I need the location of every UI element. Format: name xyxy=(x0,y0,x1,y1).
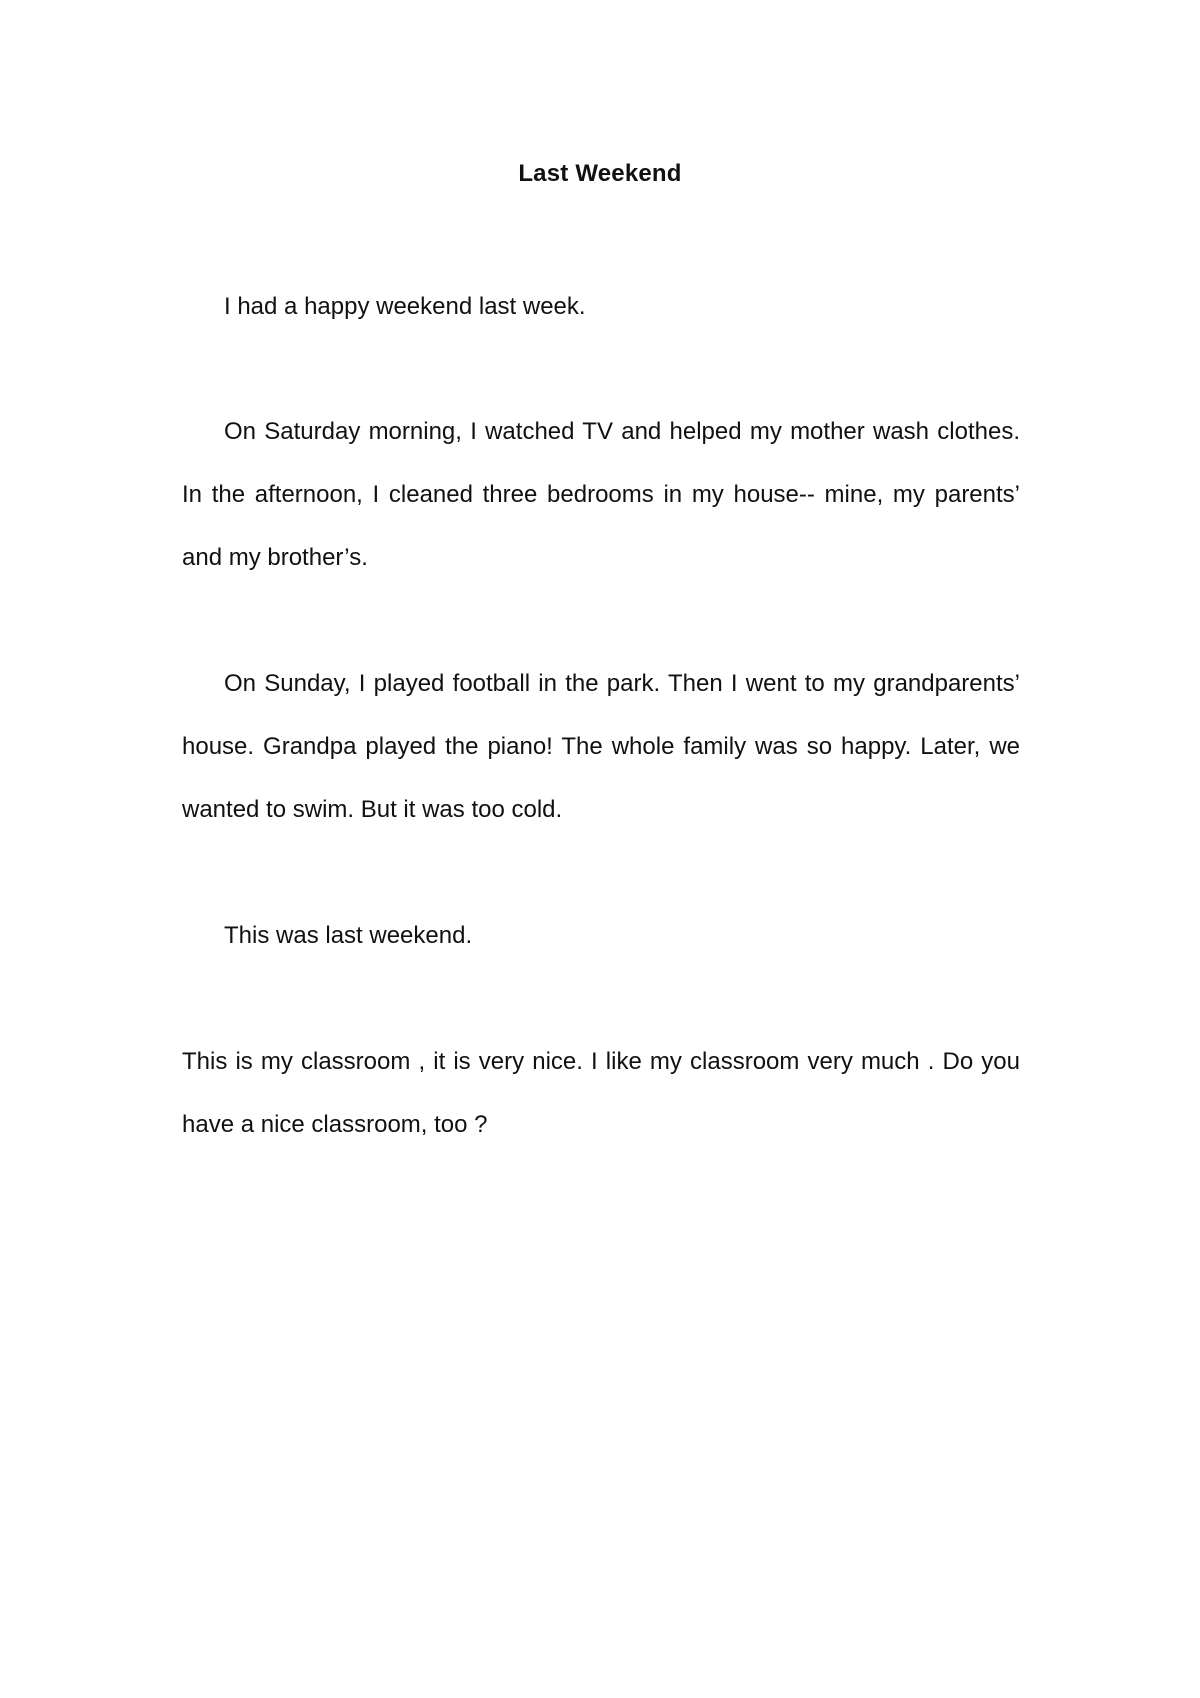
paragraph-4: This was last weekend. xyxy=(224,922,473,949)
paragraph-3: On Sunday, I played football in the park. Then I went to my grandparents’ house. Grandpa played the piano! The whole family was so happy. Later, we wanted to swim. But it was too cold. xyxy=(182,670,1020,823)
paragraph-1: I had a happy weekend last week. xyxy=(224,293,586,320)
paragraph-2: On Saturday morning, I watched TV and helped my mother wash clothes. In the afternoon, I cleaned three bedrooms in my house-- mine, my parents’ and my brother’s. xyxy=(182,418,1020,571)
document-title: Last Weekend xyxy=(518,160,682,187)
paragraph-5: This is my classroom , it is very nice. I like my classroom very much . Do you have a nice classroom, too ? xyxy=(182,1048,1020,1138)
